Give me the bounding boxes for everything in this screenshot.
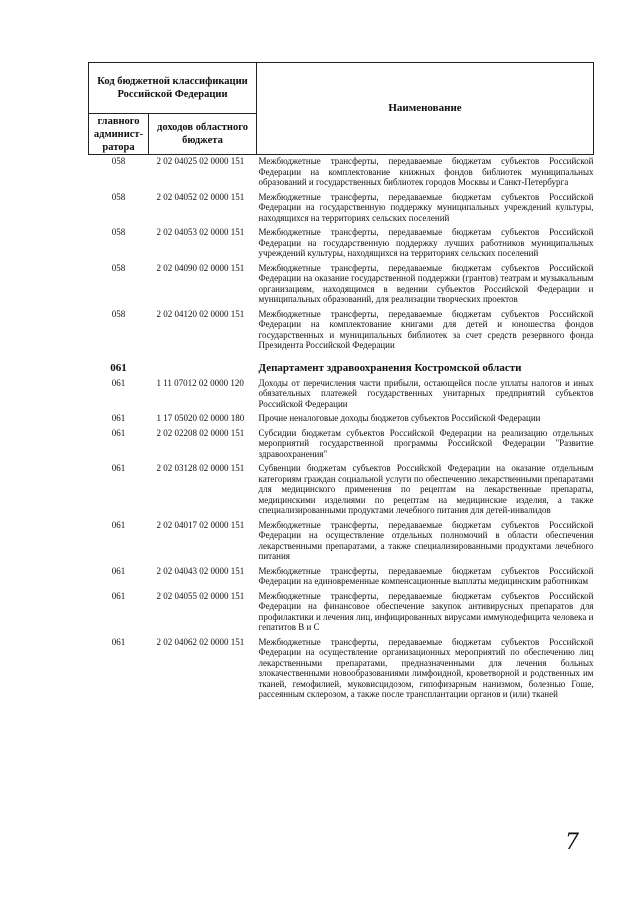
table-row bbox=[89, 262, 594, 308]
admin-code-cell: 061 bbox=[111, 427, 126, 438]
name-cell: Межбюджетные трансферты, передаваемые бюджетам субъектов Российской Федерации на государственную поддержку муниципальных учреждений культуры, находящихся на территориях сельских поселений bbox=[258, 191, 594, 223]
name-cell: Департамент здравоохранения Костромской области bbox=[258, 361, 522, 374]
header-code-group: Код бюджетной классификации Российской Федерации bbox=[89, 63, 257, 114]
income-code-cell bbox=[149, 354, 257, 377]
admin-code-cell: 058 bbox=[111, 308, 126, 319]
name-cell: Субсидии бюджетам субъектов Российской Федерации на реализацию отдельных мероприятий государственной программы Российской Федерации "Развитие здравоохранения" bbox=[258, 427, 594, 459]
name-cell: Межбюджетные трансферты, передаваемые бюджетам субъектов Российской Федерации на осуществление организационных мероприятий по обеспечению лиц лекарственными препаратами, предназначенными для лечения больных злокачественными новообразованиями лимфоидной, кроветворной и родственных им тканей, гемофилией, муковисцидозом, гипофизарным нанизмом, болезнью Гоше, рассеянным склерозом, а также после трансплантации органов и (или) тканей bbox=[258, 636, 594, 699]
income-code-cell: 2 02 04017 02 0000 151 bbox=[156, 519, 245, 530]
income-code-cell: 2 02 03128 02 0000 151 bbox=[156, 463, 245, 473]
table-row bbox=[89, 427, 594, 463]
income-code-cell: 2 02 04090 02 0000 151 bbox=[156, 262, 245, 273]
header-income: доходов областного бюджета bbox=[149, 114, 257, 155]
header-name: Наименование bbox=[257, 63, 594, 155]
name-cell: Межбюджетные трансферты, передаваемые бюджетам субъектов Российской Федерации на единовременные компенсационные выплаты медицинским работникам bbox=[258, 565, 594, 586]
income-code-cell: 2 02 04053 02 0000 151 bbox=[156, 227, 245, 237]
document-page bbox=[88, 62, 593, 703]
table-row bbox=[89, 308, 594, 354]
income-code-cell: 2 02 04062 02 0000 151 bbox=[156, 636, 245, 647]
income-code-cell: 1 17 05020 02 0000 180 bbox=[156, 413, 245, 423]
name-cell: Межбюджетные трансферты, передаваемые бюджетам субъектов Российской Федерации на финансовое обеспечение закупок антивирусных препаратов для профилактики и лечения лиц, инфицированных вирусами иммунодефицита человека и гепатитов В и С bbox=[258, 590, 594, 632]
admin-code-cell: 061 bbox=[111, 590, 126, 601]
table-row bbox=[89, 519, 594, 565]
name-cell: Межбюджетные трансферты, передаваемые бюджетам субъектов Российской Федерации на государственную поддержку лучших работников муниципальных учреждений культуры, находящихся на территориях сельских поселений bbox=[258, 227, 594, 258]
admin-code-cell: 058 bbox=[111, 262, 126, 273]
admin-code-cell: 061 bbox=[110, 361, 127, 374]
admin-code-cell: 058 bbox=[111, 156, 126, 166]
budget-classification-table bbox=[88, 62, 594, 703]
income-code-cell: 1 11 07012 02 0000 120 bbox=[156, 377, 244, 388]
table-row bbox=[89, 636, 594, 703]
table-row bbox=[89, 155, 594, 191]
name-cell: Межбюджетные трансферты, передаваемые бюджетам субъектов Российской Федерации на осуществление отдельных полномочий в области обеспечения лекарственными препаратами, а также специализированными продуктами лечебного питания bbox=[258, 519, 594, 561]
income-code-cell: 2 02 02208 02 0000 151 bbox=[156, 427, 245, 438]
name-cell: Субвенции бюджетам субъектов Российской Федерации на оказание отдельным категориям граждан социальной услуги по обеспечению лекарственными препаратами для медицинского применения по рецептам на лекарственные препараты, медицинскими изделиями по рецептам на медицинские изделия, а также специализированными продуктами лечебного питания для детей-инвалидов bbox=[258, 463, 594, 515]
name-cell: Межбюджетные трансферты, передаваемые бюджетам субъектов Российской Федерации на оказание государственной поддержки (грантов) театрам и музыкальным организациям, находящимся в ведении субъектов Российской Федерации и муниципальных образований, для реализации творческих проектов bbox=[258, 262, 594, 304]
header-admin: главного админист-ратора bbox=[89, 114, 149, 155]
admin-code-cell: 061 bbox=[111, 463, 126, 473]
admin-code-cell: 061 bbox=[111, 519, 126, 530]
table-row bbox=[89, 226, 594, 262]
admin-code-cell: 061 bbox=[111, 636, 126, 647]
table-row bbox=[89, 462, 594, 519]
table-row bbox=[89, 412, 594, 427]
admin-code-cell: 061 bbox=[111, 377, 126, 388]
table-row bbox=[89, 565, 594, 590]
table-row bbox=[89, 377, 594, 413]
name-cell: Межбюджетные трансферты, передаваемые бюджетам субъектов Российской Федерации на комплектование книжных фондов библиотек муниципальных образований и государственных библиотек городов Москвы и Санкт-Петербурга bbox=[258, 156, 594, 187]
table-row bbox=[89, 590, 594, 636]
name-cell: Прочие неналоговые доходы бюджетов субъектов Российской Федерации bbox=[258, 413, 541, 423]
admin-code-cell: 058 bbox=[111, 227, 126, 237]
name-cell: Доходы от перечисления части прибыли, остающейся после уплаты налогов и иных обязательных платежей государственных унитарных предприятий субъектов Российской Федерации bbox=[258, 377, 594, 409]
income-code-cell: 2 02 04055 02 0000 151 bbox=[156, 590, 245, 601]
income-code-cell: 2 02 04043 02 0000 151 bbox=[156, 565, 245, 576]
table-body bbox=[89, 155, 594, 703]
department-row bbox=[89, 354, 594, 377]
income-code-cell: 2 02 04025 02 0000 151 bbox=[156, 156, 245, 166]
admin-code-cell: 061 bbox=[111, 565, 126, 576]
admin-code-cell: 058 bbox=[111, 191, 126, 202]
name-cell: Межбюджетные трансферты, передаваемые бюджетам субъектов Российской Федерации на комплектование книгами для детей и юношества фондов государственных и муниципальных библиотек за счет средств резервного фонда Президента Российской Федерации bbox=[258, 308, 594, 350]
income-code-cell: 2 02 04052 02 0000 151 bbox=[156, 191, 245, 202]
page-number: 7 bbox=[565, 830, 579, 855]
income-code-cell: 2 02 04120 02 0000 151 bbox=[156, 308, 245, 319]
admin-code-cell: 061 bbox=[111, 413, 126, 423]
table-row bbox=[89, 191, 594, 227]
